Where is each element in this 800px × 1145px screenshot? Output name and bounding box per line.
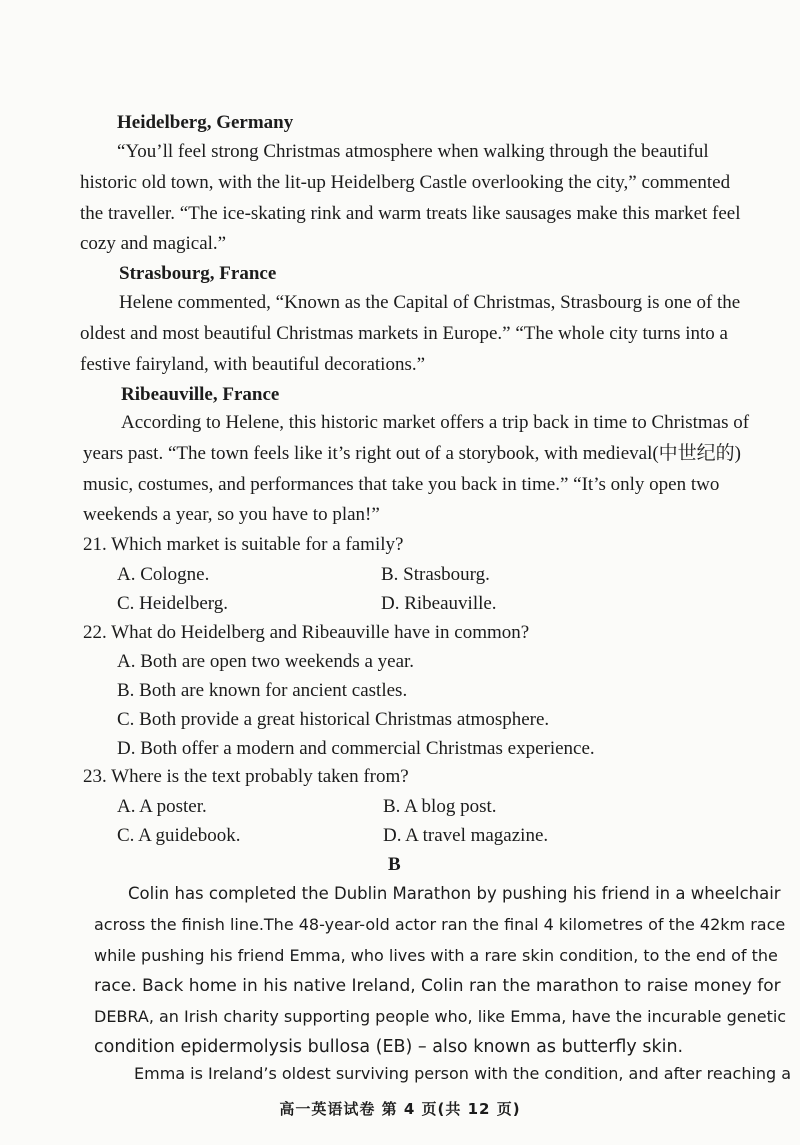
question-23-stem: 23. Where is the text probably taken from? xyxy=(83,766,409,787)
strasbourg-line-2: oldest and most beautiful Christmas markets in Europe.” “The whole city turns into a xyxy=(80,323,728,344)
question-23-option-a: A. A poster. xyxy=(117,796,207,817)
strasbourg-line-1: Helene commented, “Known as the Capital of Christmas, Strasbourg is one of the xyxy=(119,292,741,313)
passage-b-line-3: while pushing his friend Emma, who lives with a rare skin condition, to the end of the xyxy=(94,946,778,965)
passage-b-line-2: across the finish line.The 48-year-old actor ran the final 4 kilometres of the 42km race xyxy=(94,915,786,934)
passage-b-line-1: Colin has completed the Dublin Marathon by pushing his friend in a wheelchair xyxy=(128,884,781,903)
question-22-stem: 22. What do Heidelberg and Ribeauville have in common? xyxy=(83,622,530,643)
question-21-stem: 21. Which market is suitable for a family? xyxy=(83,534,404,555)
ribeauville-line-4: weekends a year, so you have to plan!” xyxy=(83,504,380,525)
question-21-option-c: C. Heidelberg. xyxy=(117,593,228,614)
heidelberg-line-4: cozy and magical.” xyxy=(80,233,227,254)
ribeauville-line-2: years past. “The town feels like it’s right out of a storybook, with medieval(中世纪的) xyxy=(83,443,741,464)
question-23-option-b: B. A blog post. xyxy=(383,796,497,817)
question-22-option-c: C. Both provide a great historical Christmas atmosphere. xyxy=(117,709,550,730)
question-21-option-a: A. Cologne. xyxy=(117,564,210,585)
page-footer: 高一英语试卷 第 4 页(共 12 页) xyxy=(279,1100,521,1118)
question-23-option-c: C. A guidebook. xyxy=(117,825,241,846)
passage-b-line-5: DEBRA, an Irish charity supporting people who, like Emma, have the incurable genetic xyxy=(94,1007,787,1026)
heidelberg-line-3: the traveller. “The ice-skating rink and warm treats like sausages make this market feel xyxy=(80,203,741,224)
heidelberg-line-1: “You’ll feel strong Christmas atmosphere when walking through the beautiful xyxy=(117,141,709,162)
strasbourg-line-3: festive fairyland, with beautiful decorations.” xyxy=(80,354,426,375)
question-22-option-b: B. Both are known for ancient castles. xyxy=(117,680,408,701)
passage-b-label: B xyxy=(388,854,401,875)
ribeauville-line-1: According to Helene, this historic market offers a trip back in time to Christmas of xyxy=(121,412,750,433)
question-21-option-b: B. Strasbourg. xyxy=(381,564,490,585)
heidelberg-heading: Heidelberg, Germany xyxy=(117,112,294,133)
question-22-option-a: A. Both are open two weekends a year. xyxy=(117,651,415,672)
passage-b-line-6: condition epidermolysis bullosa (EB) – also known as butterfly skin. xyxy=(94,1037,684,1057)
strasbourg-heading: Strasbourg, France xyxy=(119,263,277,284)
question-23-option-d: D. A travel magazine. xyxy=(383,825,549,846)
passage-b-line-7: Emma is Ireland’s oldest surviving person with the condition, and after reaching a xyxy=(134,1064,792,1083)
ribeauville-line-3: music, costumes, and performances that take you back in time.” “It’s only open two xyxy=(83,474,720,495)
heidelberg-line-2: historic old town, with the lit-up Heidelberg Castle overlooking the city,” commented xyxy=(80,172,731,193)
passage-b-line-4: race. Back home in his native Ireland, Colin ran the marathon to raise money for xyxy=(94,976,781,996)
question-22-option-d: D. Both offer a modern and commercial Christmas experience. xyxy=(117,738,595,759)
ribeauville-heading: Ribeauville, France xyxy=(121,384,280,405)
question-21-option-d: D. Ribeauville. xyxy=(381,593,497,614)
